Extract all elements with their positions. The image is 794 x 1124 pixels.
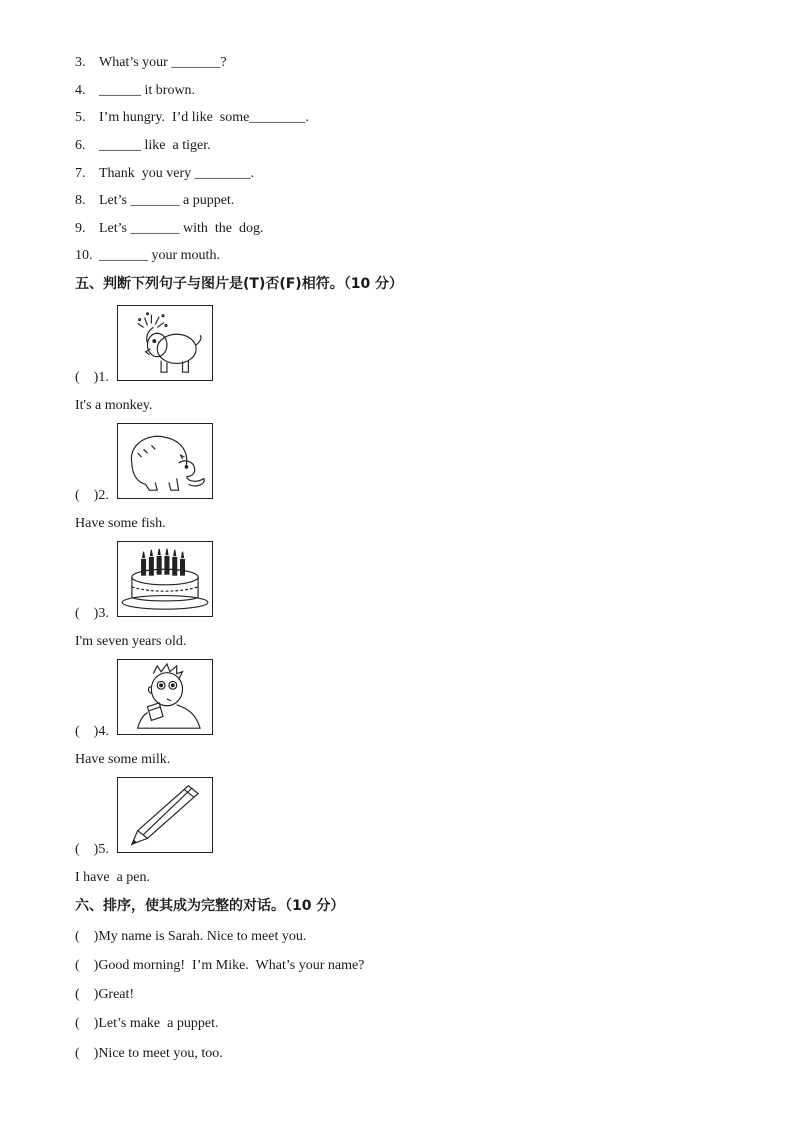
judge-item-4-label: ( )4. [75,724,109,739]
judge-item-2-sentence: Have some fish. [75,516,166,531]
judge-item-1-sentence: It's a monkey. [75,398,153,413]
dialogue-item-3: ( )Great! [75,987,135,1002]
dialogue-item-1: ( )My name is Sarah. Nice to meet you. [75,929,307,944]
bear-icon [117,423,213,499]
fill-item-6: 6. ______ like a tiger. [75,138,211,153]
fill-item-9: 9. Let’s _______ with the dog. [75,221,264,236]
fill-item-3: 3. What’s your _______? [75,55,227,70]
judge-item-2-label: ( )2. [75,488,109,503]
fill-item-4: 4. ______ it brown. [75,83,196,98]
judge-item-5-label: ( )5. [75,842,109,857]
judge-item-3-label: ( )3. [75,606,109,621]
judge-item-1-label: ( )1. [75,370,109,385]
fill-item-5: 5. I’m hungry. I’d like some________. [75,110,309,125]
fill-item-7: 7. Thank you very ________. [75,166,255,181]
judge-item-4-sentence: Have some milk. [75,752,171,767]
fill-item-8: 8. Let’s _______ a puppet. [75,193,235,208]
elephant-icon [117,305,213,381]
boy-drinking-milk-icon [117,659,213,735]
birthday-cake-icon [117,541,213,617]
pencil-icon [117,777,213,853]
fill-item-10: 10. _______ your mouth. [75,248,220,263]
section5-title: 五、判断下列句子与图片是(T)否(F)相符。（10 分） [75,276,404,292]
judge-item-5-sentence: I have a pen. [75,870,151,885]
dialogue-item-4: ( )Let’s make a puppet. [75,1016,219,1031]
section6-title: 六、排序，使其成为完整的对话。（10 分） [75,898,345,914]
judge-item-3-sentence: I'm seven years old. [75,634,187,649]
dialogue-item-5: ( )Nice to meet you, too. [75,1046,223,1061]
dialogue-item-2: ( )Good morning! I’m Mike. What’s your name? [75,958,365,973]
